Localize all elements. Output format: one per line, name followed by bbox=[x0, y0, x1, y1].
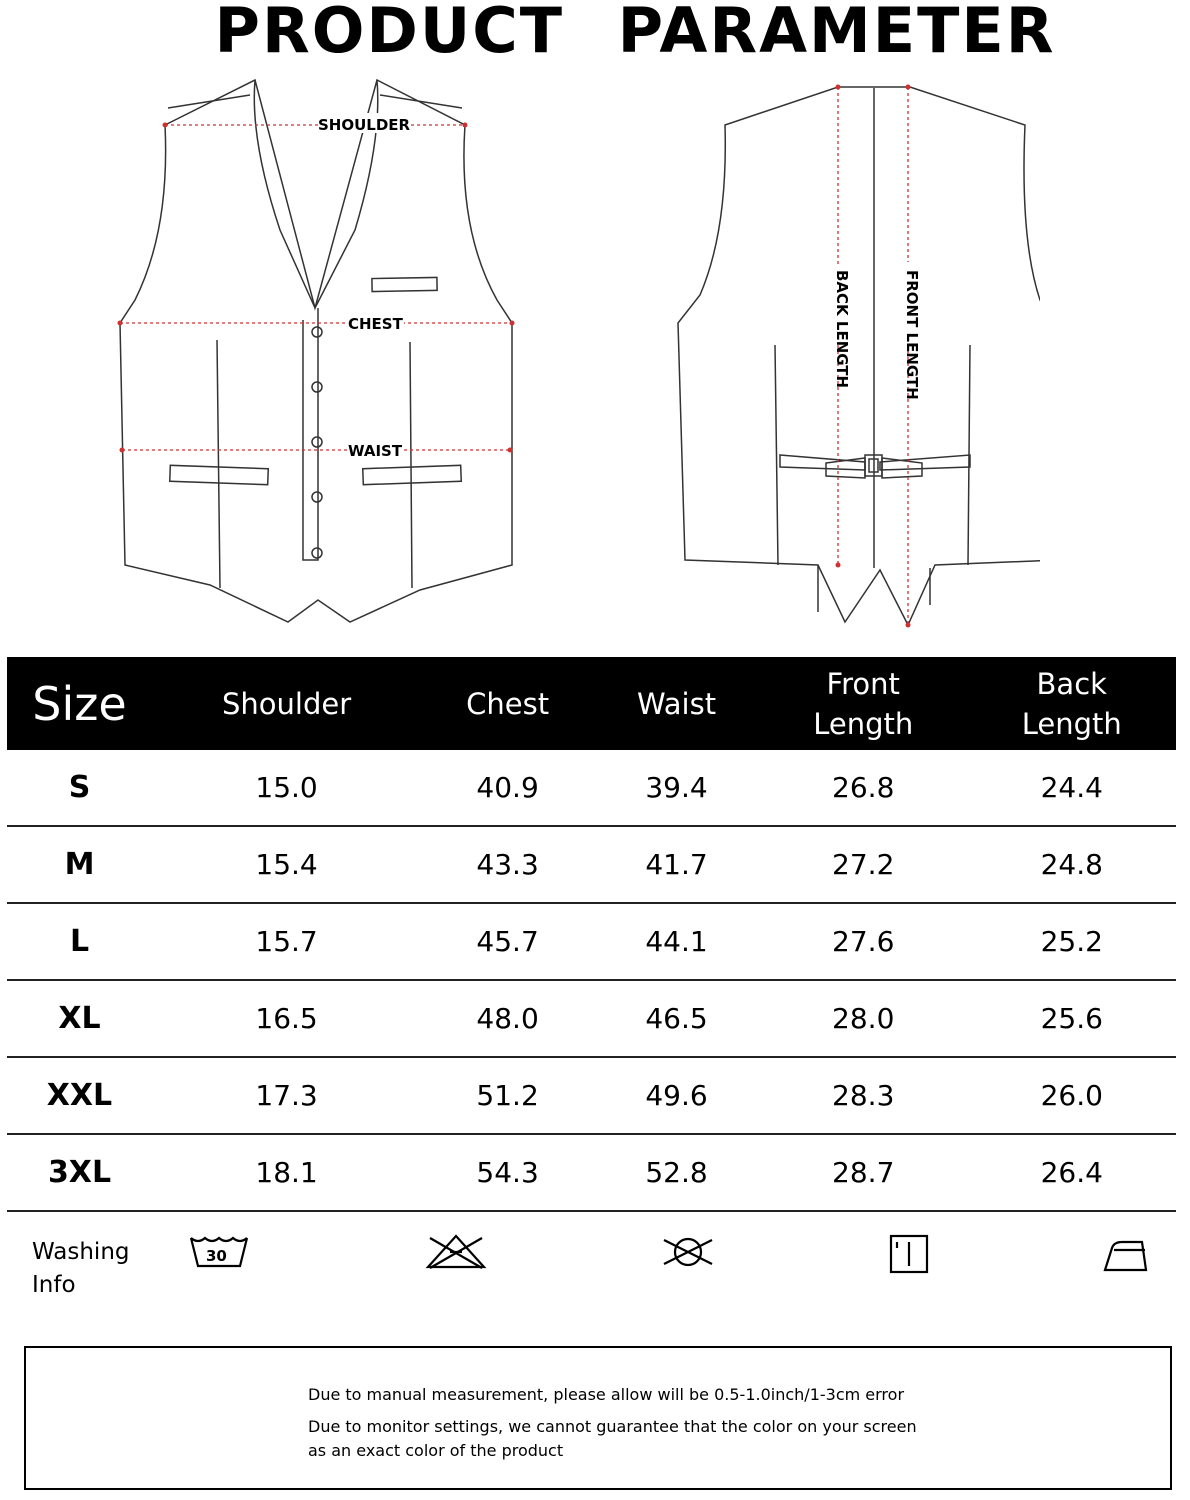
dry-flat-icon bbox=[886, 1232, 932, 1281]
header-back-length bbox=[967, 657, 1176, 750]
cell-size: S bbox=[7, 750, 152, 826]
cell-shoulder: 16.5 bbox=[152, 980, 421, 1057]
notice-line-3: as an exact color of the product bbox=[308, 1441, 564, 1460]
table-row bbox=[7, 1134, 1176, 1211]
notice-line-1: Due to manual measurement, please allow will be 0.5-1.0inch/1-3cm error bbox=[308, 1385, 905, 1404]
washing-label-line1: Washing bbox=[32, 1239, 130, 1265]
cell-front-length: 28.7 bbox=[759, 1134, 967, 1211]
table-row bbox=[7, 826, 1176, 903]
washing-label-line2: Info bbox=[32, 1272, 76, 1298]
measurement-notice-box bbox=[24, 1346, 1172, 1490]
cell-chest: 40.9 bbox=[421, 750, 594, 826]
cell-back-length: 25.6 bbox=[967, 980, 1176, 1057]
cell-front-length: 28.3 bbox=[759, 1057, 967, 1134]
header-front-length-line1: Front bbox=[826, 666, 900, 701]
front-vest-diagram bbox=[110, 70, 530, 630]
cell-shoulder: 15.4 bbox=[152, 826, 421, 903]
cell-chest: 43.3 bbox=[421, 826, 594, 903]
cell-front-length: 27.6 bbox=[759, 903, 967, 980]
cell-size: XL bbox=[7, 980, 152, 1057]
do-not-bleach-icon bbox=[422, 1232, 490, 1277]
chest-label: CHEST bbox=[348, 315, 403, 333]
cell-waist: 46.5 bbox=[594, 980, 759, 1057]
header-waist: Waist bbox=[594, 657, 759, 750]
wash-30-icon bbox=[188, 1232, 250, 1277]
back-vest-diagram bbox=[670, 70, 1040, 630]
cell-waist: 44.1 bbox=[594, 903, 759, 980]
iron-icon bbox=[1100, 1232, 1152, 1281]
washing-info-section bbox=[0, 1210, 1190, 1330]
cell-shoulder: 18.1 bbox=[152, 1134, 421, 1211]
cell-back-length: 24.4 bbox=[967, 750, 1176, 826]
table-row bbox=[7, 980, 1176, 1057]
front-length-label bbox=[903, 270, 921, 400]
back-length-label bbox=[833, 270, 851, 388]
wash-temp-text: 30 bbox=[206, 1247, 227, 1265]
header-front-length-line2: Length bbox=[813, 706, 914, 741]
cell-shoulder: 15.7 bbox=[152, 903, 421, 980]
cell-size: M bbox=[7, 826, 152, 903]
table-row bbox=[7, 903, 1176, 980]
header-back-length-line1: Back bbox=[1036, 666, 1107, 701]
cell-waist: 41.7 bbox=[594, 826, 759, 903]
table-row bbox=[7, 1057, 1176, 1134]
back-length-label-text: BACK LENGTH bbox=[833, 270, 851, 389]
header-front-length bbox=[759, 657, 967, 750]
cell-size: 3XL bbox=[7, 1134, 152, 1211]
header-chest: Chest bbox=[421, 657, 594, 750]
size-chart-table bbox=[7, 657, 1176, 1212]
cell-chest: 51.2 bbox=[421, 1057, 594, 1134]
cell-back-length: 25.2 bbox=[967, 903, 1176, 980]
cell-back-length: 24.8 bbox=[967, 826, 1176, 903]
header-shoulder: Shoulder bbox=[152, 657, 421, 750]
cell-size: L bbox=[7, 903, 152, 980]
cell-back-length: 26.0 bbox=[967, 1057, 1176, 1134]
cell-front-length: 26.8 bbox=[759, 750, 967, 826]
cell-waist: 39.4 bbox=[594, 750, 759, 826]
cell-waist: 49.6 bbox=[594, 1057, 759, 1134]
front-length-label-text: FRONT LENGTH bbox=[903, 270, 921, 400]
cell-shoulder: 17.3 bbox=[152, 1057, 421, 1134]
table-row bbox=[7, 750, 1176, 826]
table-header-row bbox=[7, 657, 1176, 750]
header-back-length-line2: Length bbox=[1021, 706, 1122, 741]
cell-back-length: 26.4 bbox=[967, 1134, 1176, 1211]
cell-front-length: 28.0 bbox=[759, 980, 967, 1057]
page-title: PRODUCT PARAMETER bbox=[214, 0, 1056, 67]
header-size: Size bbox=[7, 657, 152, 750]
notice-line-2: Due to monitor settings, we cannot guarantee that the color on your screen bbox=[308, 1417, 917, 1436]
shoulder-label: SHOULDER bbox=[318, 116, 411, 134]
washing-info-label bbox=[32, 1236, 130, 1302]
cell-chest: 45.7 bbox=[421, 903, 594, 980]
cell-waist: 52.8 bbox=[594, 1134, 759, 1211]
cell-chest: 54.3 bbox=[421, 1134, 594, 1211]
cell-chest: 48.0 bbox=[421, 980, 594, 1057]
cell-shoulder: 15.0 bbox=[152, 750, 421, 826]
cell-size: XXL bbox=[7, 1057, 152, 1134]
waist-label: WAIST bbox=[348, 442, 403, 460]
do-not-tumble-dry-icon bbox=[658, 1232, 718, 1277]
cell-front-length: 27.2 bbox=[759, 826, 967, 903]
